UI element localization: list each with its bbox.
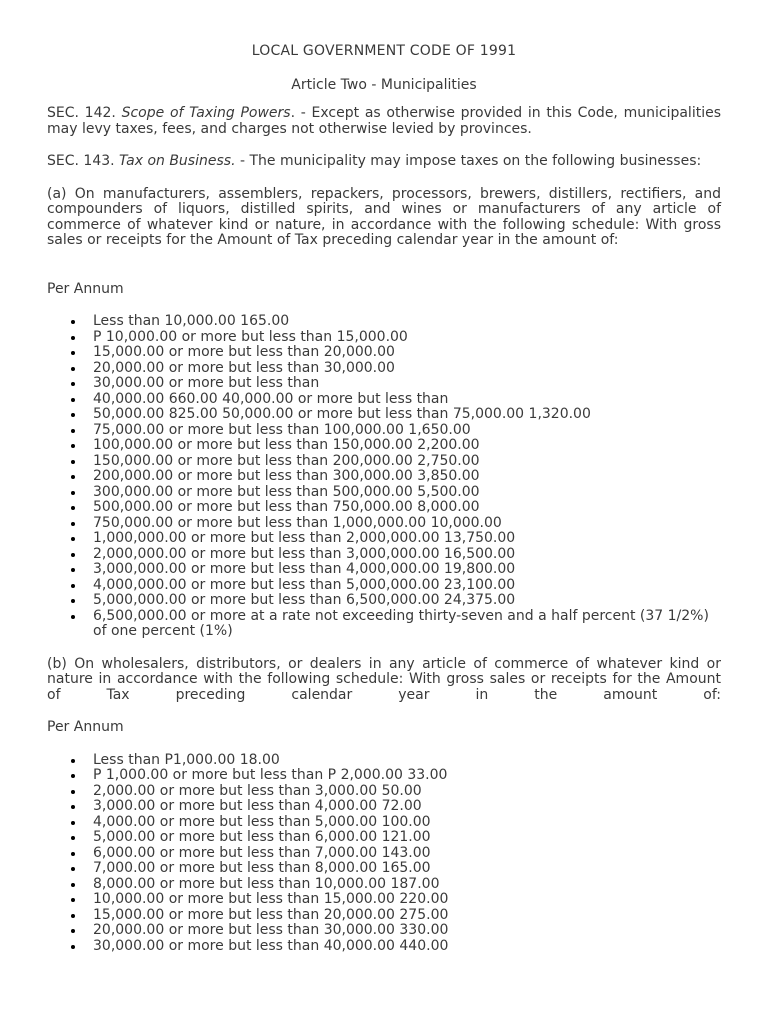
list-item: 15,000.00 or more but less than 20,000.00 275.00 xyxy=(93,908,721,924)
section-143-number: SEC. 143. xyxy=(47,153,115,169)
list-item: 20,000.00 or more but less than 30,000.00 330.00 xyxy=(93,923,721,939)
list-item: 10,000.00 or more but less than 15,000.00 220.00 xyxy=(93,892,721,908)
list-item: 4,000,000.00 or more but less than 5,000,000.00 23,100.00 xyxy=(93,578,721,594)
section-143-text: - The municipality may impose taxes on the following businesses: xyxy=(235,153,702,169)
list-item: 40,000.00 660.00 40,000.00 or more but less than xyxy=(93,392,721,408)
section-143 xyxy=(47,154,721,170)
per-annum-label-b: Per Annum xyxy=(47,719,124,735)
document-page xyxy=(47,44,721,954)
list-item: 7,000.00 or more but less than 8,000.00 165.00 xyxy=(93,861,721,877)
list-item: P 10,000.00 or more but less than 15,000.00 xyxy=(93,330,721,346)
paragraph-a: (a) On manufacturers, assemblers, repackers, processors, brewers, distillers, rectifiers, and compounders of liquors, distilled spirits, and wines or manufacturers of any article of commerce of whatever kind or nature, in accordance with the following schedule: With gross sales or receipts for the Amount of Tax preceding calendar year in the amount of: xyxy=(47,185,721,248)
schedule-a-list xyxy=(47,314,721,640)
list-item: P 1,000.00 or more but less than P 2,000.00 33.00 xyxy=(93,768,721,784)
list-item: 5,000,000.00 or more but less than 6,500,000.00 24,375.00 xyxy=(93,593,721,609)
list-item: 15,000.00 or more but less than 20,000.00 xyxy=(93,345,721,361)
list-item: 2,000.00 or more but less than 3,000.00 50.00 xyxy=(93,784,721,800)
list-item: 50,000.00 825.00 50,000.00 or more but less than 75,000.00 1,320.00 xyxy=(93,407,721,423)
article-title: Article Two - Municipalities xyxy=(291,76,477,93)
list-item: 30,000.00 or more but less than xyxy=(93,376,721,392)
list-item: Less than P1,000.00 18.00 xyxy=(93,753,721,769)
section-142-number: SEC. 142. xyxy=(47,105,116,121)
list-item: 500,000.00 or more but less than 750,000.00 8,000.00 xyxy=(93,500,721,516)
list-item: 300,000.00 or more but less than 500,000.00 5,500.00 xyxy=(93,485,721,501)
list-item: 2,000,000.00 or more but less than 3,000,000.00 16,500.00 xyxy=(93,547,721,563)
list-item: 20,000.00 or more but less than 30,000.00 xyxy=(93,361,721,377)
list-item: 3,000,000.00 or more but less than 4,000,000.00 19,800.00 xyxy=(93,562,721,578)
section-142-text: . - Except as otherwise provided in this Code, municipalities may levy taxes, fees, and charges not otherwise levied by provinces. xyxy=(47,105,721,137)
list-item: 200,000.00 or more but less than 300,000.00 3,850.00 xyxy=(93,469,721,485)
schedule-b-list xyxy=(47,753,721,955)
list-item: Less than 10,000.00 165.00 xyxy=(93,314,721,330)
list-item: 8,000.00 or more but less than 10,000.00 187.00 xyxy=(93,877,721,893)
list-item: 4,000.00 or more but less than 5,000.00 100.00 xyxy=(93,815,721,831)
list-item: 750,000.00 or more but less than 1,000,000.00 10,000.00 xyxy=(93,516,721,532)
paragraph-b: (b) On wholesalers, distributors, or dealers in any article of commerce of whatever kind or nature in accordance with the following schedule: With gross sales or receipts for the Amount of Tax preceding calendar year in the amount of: xyxy=(47,655,721,703)
section-142-heading: Scope of Taxing Powers xyxy=(121,105,291,121)
list-item: 30,000.00 or more but less than 40,000.00 440.00 xyxy=(93,939,721,955)
list-item: 5,000.00 or more but less than 6,000.00 121.00 xyxy=(93,830,721,846)
section-142 xyxy=(47,106,721,137)
section-143-heading: Tax on Business. xyxy=(119,153,236,169)
list-item: 6,500,000.00 or more at a rate not exceeding thirty-seven and a half percent (37 1/2%) of one percent (1%) xyxy=(93,609,721,640)
list-item: 6,000.00 or more but less than 7,000.00 143.00 xyxy=(93,846,721,862)
per-annum-label-a: Per Annum xyxy=(47,280,124,297)
list-item: 1,000,000.00 or more but less than 2,000,000.00 13,750.00 xyxy=(93,531,721,547)
document-title: LOCAL GOVERNMENT CODE OF 1991 xyxy=(251,43,517,59)
list-item: 150,000.00 or more but less than 200,000.00 2,750.00 xyxy=(93,454,721,470)
list-item: 100,000.00 or more but less than 150,000.00 2,200.00 xyxy=(93,438,721,454)
list-item: 75,000.00 or more but less than 100,000.00 1,650.00 xyxy=(93,423,721,439)
list-item: 3,000.00 or more but less than 4,000.00 72.00 xyxy=(93,799,721,815)
